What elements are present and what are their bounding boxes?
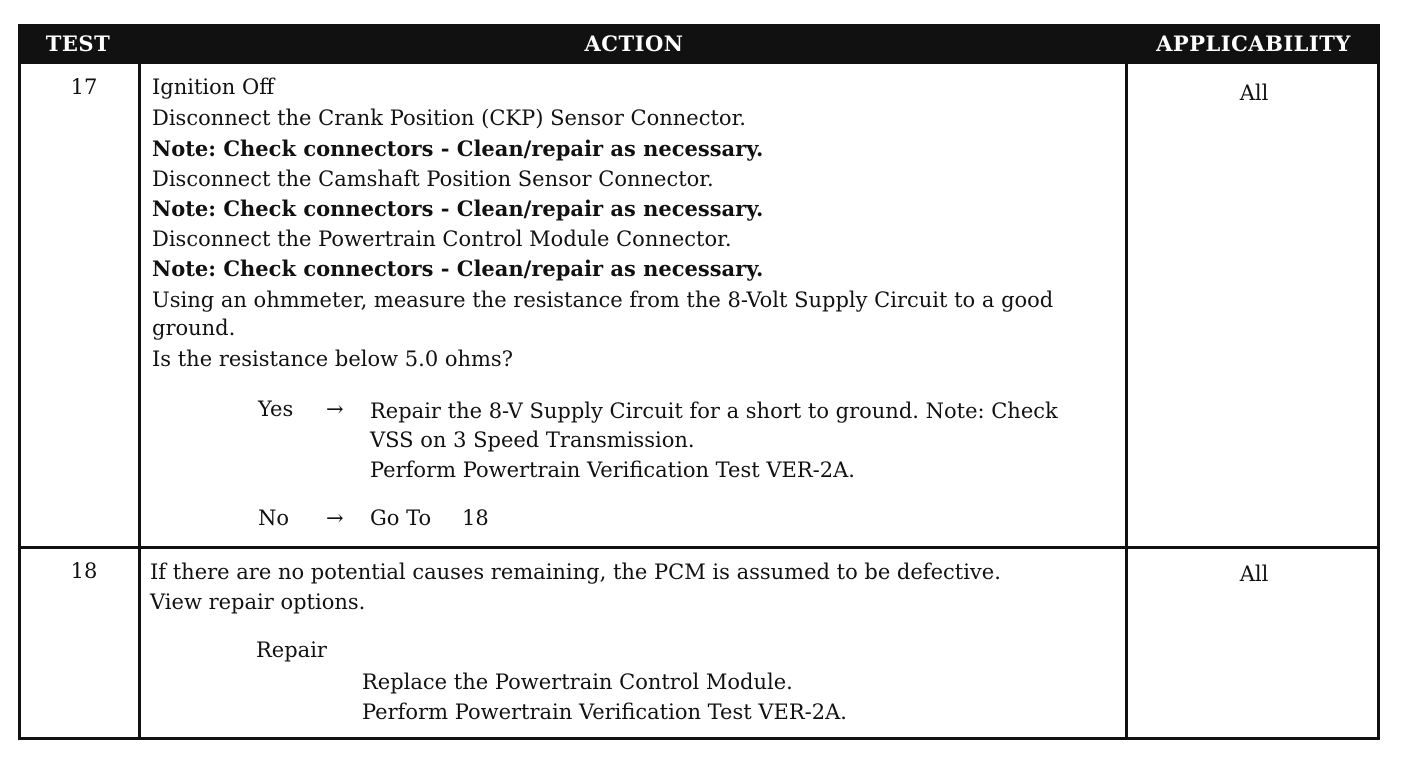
header-applicability: APPLICABILITY — [1156, 31, 1351, 56]
row-test-number: 18 — [70, 559, 98, 583]
action-question: Is the resistance below 5.0 ohms? — [152, 347, 513, 371]
row-applicability: All — [1239, 81, 1269, 105]
action-line: ground. — [152, 316, 236, 340]
action-line: Disconnect the Powertrain Control Module Connector. — [152, 227, 732, 251]
row-applicability: All — [1239, 562, 1269, 586]
repair-label: Repair — [256, 638, 327, 662]
action-line: Disconnect the Camshaft Position Sensor Connector. — [152, 167, 714, 191]
yes-action-line: Perform Powertrain Verification Test VER-2A. — [370, 458, 855, 482]
row-test-number: 17 — [70, 75, 98, 99]
action-note: Note: Check connectors - Clean/repair as necessary. — [152, 196, 764, 221]
yes-label: Yes — [258, 397, 294, 421]
column-divider — [138, 24, 141, 740]
header-action: ACTION — [584, 31, 684, 56]
goto-target: 18 — [462, 506, 489, 530]
column-divider — [1125, 24, 1128, 740]
row-divider — [18, 546, 1380, 549]
action-line: Using an ohmmeter, measure the resistance from the 8-Volt Supply Circuit to a good — [152, 288, 1054, 312]
repair-line: Perform Powertrain Verification Test VER-2A. — [362, 700, 847, 724]
yes-action-line: Repair the 8-V Supply Circuit for a short to ground. Note: Check — [370, 399, 1058, 423]
yes-action-line: VSS on 3 Speed Transmission. — [370, 428, 695, 452]
header-test: TEST — [45, 31, 111, 56]
action-line: View repair options. — [150, 590, 366, 614]
action-note: Note: Check connectors - Clean/repair as necessary. — [152, 256, 764, 281]
no-label: No — [258, 506, 290, 530]
yes-arrow-icon: → — [326, 397, 344, 421]
goto-text: Go To — [370, 506, 432, 530]
action-line: Ignition Off — [152, 75, 275, 99]
action-note: Note: Check connectors - Clean/repair as necessary. — [152, 136, 764, 161]
no-arrow-icon: → — [326, 506, 344, 530]
action-line: Disconnect the Crank Position (CKP) Sensor Connector. — [152, 106, 746, 130]
action-line: If there are no potential causes remaining, the PCM is assumed to be defective. — [150, 560, 1001, 584]
repair-line: Replace the Powertrain Control Module. — [362, 670, 793, 694]
